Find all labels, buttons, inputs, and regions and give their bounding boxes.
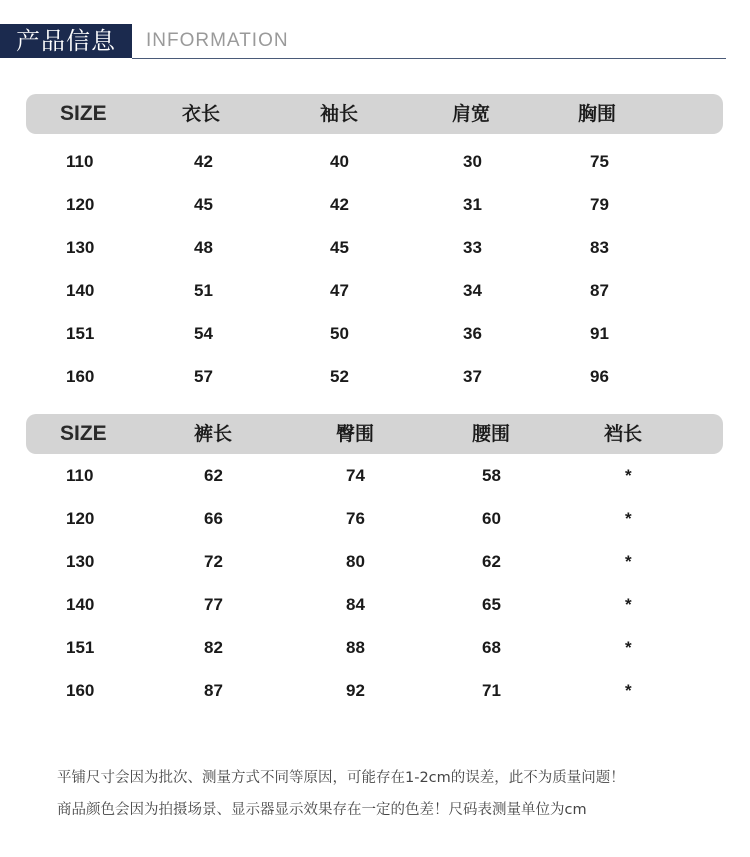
value-cell: 83 — [590, 238, 609, 257]
table-row — [26, 499, 723, 542]
table-header-row — [26, 94, 723, 134]
table-row — [26, 271, 723, 314]
value-cell: 30 — [463, 152, 482, 171]
size-cell: 160 — [66, 367, 95, 386]
value-cell: 74 — [346, 466, 365, 485]
table-row — [26, 456, 723, 499]
header-pants-length: 裤长 — [194, 423, 233, 445]
value-cell: 34 — [463, 281, 482, 300]
size-cell: 130 — [66, 238, 95, 257]
value-cell: 47 — [330, 281, 349, 300]
size-cell: 140 — [66, 595, 95, 614]
value-cell: * — [625, 509, 632, 528]
value-cell: 36 — [463, 324, 482, 343]
table-row — [26, 542, 723, 585]
footnotes — [57, 762, 737, 826]
table-row — [26, 142, 723, 185]
value-cell: 50 — [330, 324, 349, 343]
value-cell: * — [625, 681, 632, 700]
size-cell: 160 — [66, 681, 95, 700]
value-cell: 48 — [194, 238, 213, 257]
value-cell: 60 — [482, 509, 501, 528]
size-cell: 140 — [66, 281, 95, 300]
value-cell: 51 — [194, 281, 213, 300]
note-color-difference: 商品颜色会因为拍摄场景、显示器显示效果存在一定的色差！尺码表测量单位为cm — [57, 802, 587, 818]
value-cell: 54 — [194, 324, 213, 343]
size-cell: 151 — [66, 324, 95, 343]
value-cell: 66 — [204, 509, 223, 528]
size-cell: 110 — [66, 466, 94, 485]
value-cell: 87 — [590, 281, 609, 300]
table-header-row — [26, 414, 723, 454]
value-cell: 84 — [346, 595, 365, 614]
size-cell: 120 — [66, 195, 95, 214]
value-cell: 45 — [194, 195, 213, 214]
header-sleeve-length: 袖长 — [320, 103, 359, 125]
value-cell: 88 — [346, 638, 365, 657]
size-table-bottom — [26, 414, 723, 714]
section-title: 产品信息 — [0, 24, 132, 58]
value-cell: 79 — [590, 195, 609, 214]
value-cell: 37 — [463, 367, 482, 386]
value-cell: 57 — [194, 367, 213, 386]
size-cell: 151 — [66, 638, 95, 657]
size-cell: 110 — [66, 152, 94, 171]
header-garment-length: 衣长 — [182, 103, 221, 125]
value-cell: 77 — [204, 595, 223, 614]
value-cell: 45 — [330, 238, 349, 257]
value-cell: 40 — [330, 152, 349, 171]
header-divider — [132, 58, 726, 59]
table-row — [26, 628, 723, 671]
size-cell: 130 — [66, 552, 95, 571]
value-cell: * — [625, 552, 632, 571]
header-waist: 腰围 — [472, 423, 511, 445]
table-row — [26, 585, 723, 628]
value-cell: 52 — [330, 367, 349, 386]
table-row — [26, 314, 723, 357]
value-cell: 58 — [482, 466, 501, 485]
value-cell: 68 — [482, 638, 501, 657]
value-cell: 76 — [346, 509, 365, 528]
size-table-top — [26, 94, 723, 400]
value-cell: 33 — [463, 238, 482, 257]
value-cell: 62 — [482, 552, 501, 571]
table-row — [26, 185, 723, 228]
value-cell: 87 — [204, 681, 223, 700]
value-cell: 62 — [204, 466, 223, 485]
header-rise: 裆长 — [604, 423, 643, 445]
value-cell: * — [625, 595, 632, 614]
header-chest: 胸围 — [578, 103, 617, 125]
value-cell: 72 — [204, 552, 223, 571]
table-row — [26, 357, 723, 400]
value-cell: 65 — [482, 595, 501, 614]
value-cell: 82 — [204, 638, 223, 657]
section-subtitle: INFORMATION — [146, 30, 289, 51]
header-size: SIZE — [60, 422, 107, 445]
header-shoulder-width: 肩宽 — [452, 103, 491, 125]
header-size: SIZE — [60, 102, 107, 125]
value-cell: 31 — [463, 195, 482, 214]
value-cell: 91 — [590, 324, 609, 343]
value-cell: 42 — [194, 152, 213, 171]
value-cell: 96 — [590, 367, 609, 386]
value-cell: 80 — [346, 552, 365, 571]
value-cell: 71 — [482, 681, 501, 700]
section-header — [0, 24, 728, 60]
value-cell: * — [625, 466, 632, 485]
table-row — [26, 671, 723, 714]
table-row — [26, 228, 723, 271]
size-cell: 120 — [66, 509, 95, 528]
note-measurement-error: 平铺尺寸会因为批次、测量方式不同等原因，可能存在1-2cm的误差，此不为质量问题！ — [57, 770, 625, 786]
value-cell: 75 — [590, 152, 609, 171]
value-cell: 42 — [330, 195, 349, 214]
header-hip: 臀围 — [336, 423, 375, 445]
value-cell: * — [625, 638, 632, 657]
value-cell: 92 — [346, 681, 365, 700]
